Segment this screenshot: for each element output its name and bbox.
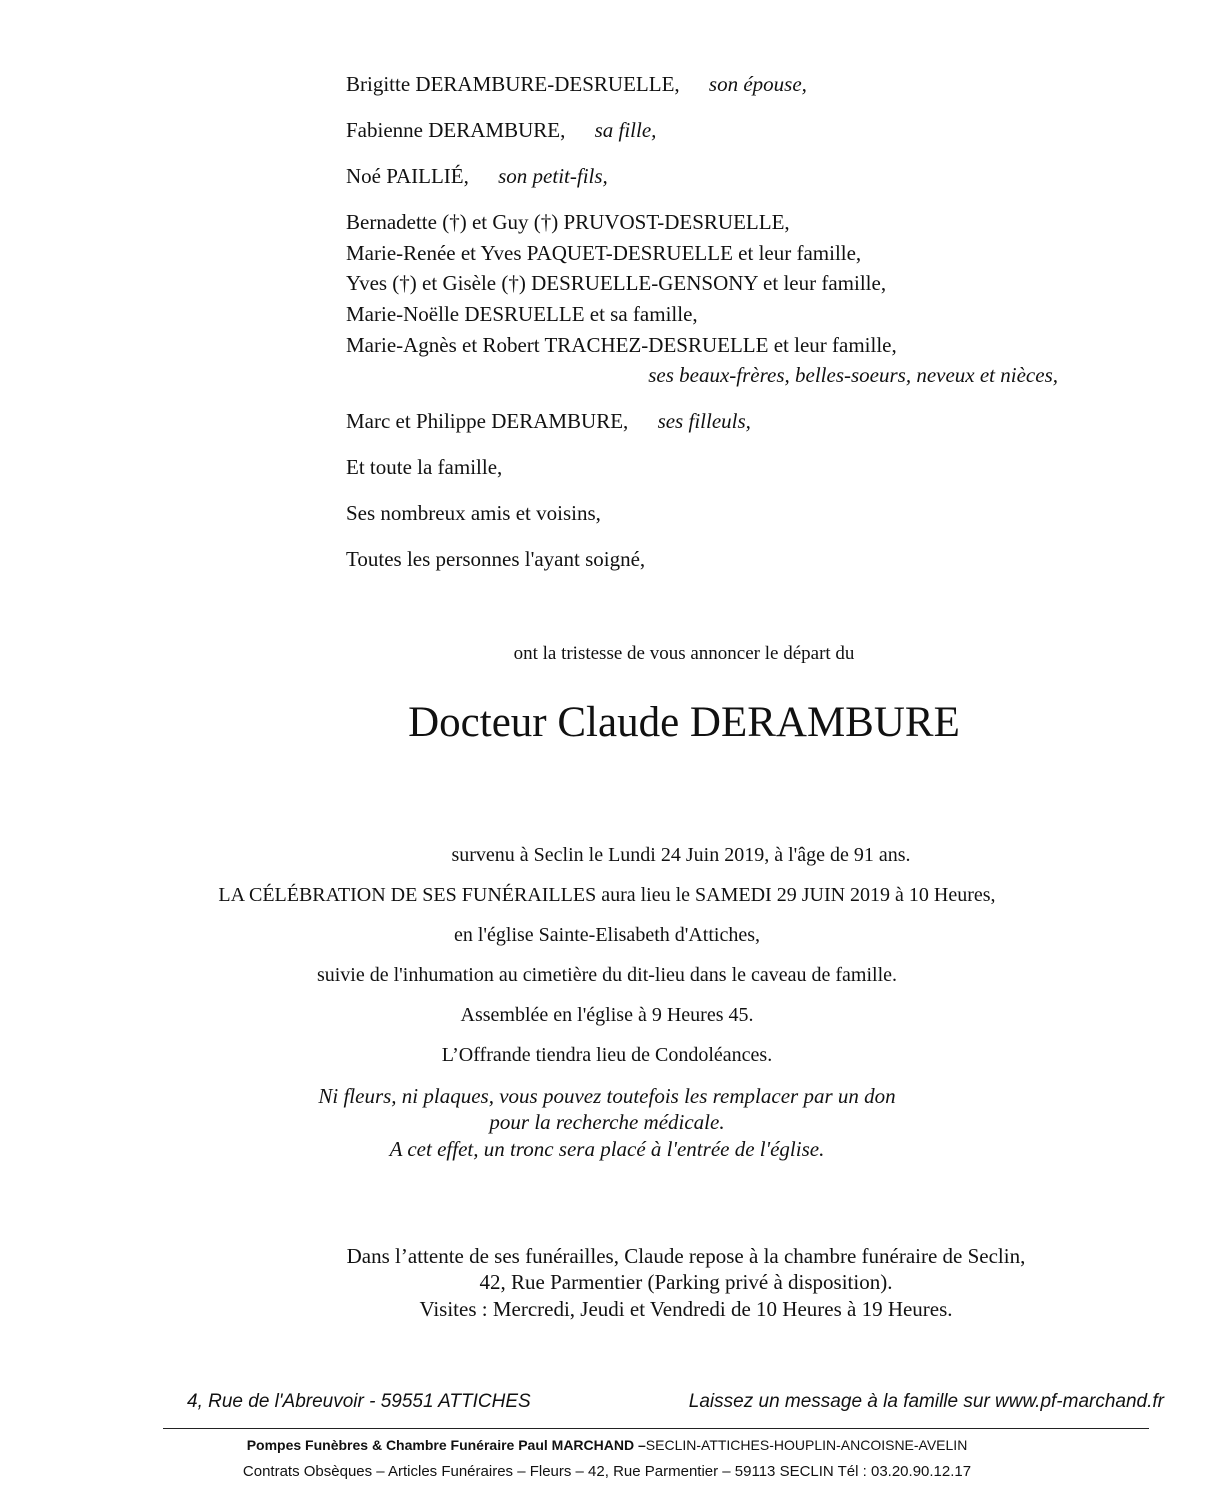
- daughter-line: [346, 118, 656, 143]
- announcement: ont la tristesse de vous annoncer le départ du: [513, 643, 855, 664]
- footer-company-name: Pompes Funèbres & Chambre Funéraire Paul MARCHAND –: [246, 1437, 646, 1453]
- detail-line: LA CÉLÉBRATION DE SES FUNÉRAILLES aura lieu le SAMEDI 29 JUIN 2019 à 10 Heures,: [218, 884, 996, 906]
- donation-line: A cet effet, un tronc sera placé à l'entrée de l'église.: [389, 1137, 825, 1161]
- other-mourners-line: Et toute la famille,: [346, 455, 503, 479]
- other-mourners-line: Toutes les personnes l'ayant soigné,: [346, 547, 646, 571]
- in-law-line: Marie-Noëlle DESRUELLE et sa famille,: [346, 302, 698, 326]
- detail-line: suivie de l'inhumation au cimetière du dit-lieu dans le caveau de famille.: [316, 964, 898, 986]
- grandson-name: Noé PAILLIÉ,: [346, 164, 469, 188]
- rest-line: Dans l’attente de ses funérailles, Claude repose à la chambre funéraire de Seclin,: [346, 1244, 1026, 1268]
- donation-line: Ni fleurs, ni plaques, vous pouvez toutefois les remplacer par un don: [318, 1084, 896, 1108]
- donation-line: pour la recherche médicale.: [489, 1110, 725, 1134]
- grandson-relation: son petit-fils,: [498, 164, 608, 188]
- other-mourners-line: Ses nombreux amis et voisins,: [346, 501, 601, 525]
- footer-divider: [163, 1428, 1149, 1429]
- godsons-line: [346, 409, 751, 434]
- footer-services: Contrats Obsèques – Articles Funéraires – Fleurs – 42, Rue Parmentier – 59113 SECLIN Tél : 03.20.90.12.17: [242, 1463, 972, 1480]
- in-law-line: Yves (†) et Gisèle (†) DESRUELLE-GENSONY et leur famille,: [346, 271, 887, 295]
- rest-line: 42, Rue Parmentier (Parking privé à disposition).: [479, 1270, 893, 1294]
- deceased-name: Docteur Claude DERAMBURE: [408, 699, 960, 746]
- detail-line: survenu à Seclin le Lundi 24 Juin 2019, à l'âge de 91 ans.: [451, 844, 911, 866]
- godsons-relation: ses filleuls,: [657, 409, 751, 433]
- footer-address: 4, Rue de l'Abreuvoir - 59551 ATTICHES: [187, 1391, 531, 1412]
- in-law-line: Bernadette (†) et Guy (†) PRUVOST-DESRUELLE,: [346, 210, 790, 234]
- spouse-line: [346, 72, 807, 97]
- daughter-name: Fabienne DERAMBURE,: [346, 118, 566, 142]
- godsons-name: Marc et Philippe DERAMBURE,: [346, 409, 629, 433]
- footer-company: [0, 1437, 1214, 1453]
- spouse-name: Brigitte DERAMBURE-DESRUELLE,: [346, 72, 680, 96]
- rest-line: Visites : Mercredi, Jeudi et Vendredi de 10 Heures à 19 Heures.: [419, 1297, 953, 1321]
- detail-line: L’Offrande tiendra lieu de Condoléances.: [441, 1044, 773, 1066]
- footer-company-towns: SECLIN-ATTICHES-HOUPLIN-ANCOISNE-AVELIN: [645, 1437, 968, 1453]
- detail-line: Assemblée en l'église à 9 Heures 45.: [460, 1004, 754, 1026]
- grandson-line: [346, 164, 608, 189]
- spouse-relation: son épouse,: [708, 72, 807, 96]
- in-law-line: Marie-Renée et Yves PAQUET-DESRUELLE et leur famille,: [346, 241, 862, 265]
- detail-line: en l'église Sainte-Elisabeth d'Attiches,: [453, 924, 760, 946]
- in-law-line: Marie-Agnès et Robert TRACHEZ-DESRUELLE et leur famille,: [346, 333, 897, 357]
- footer-message: Laissez un message à la famille sur www.pf-marchand.fr: [688, 1391, 1164, 1412]
- in-laws-relation: ses beaux-frères, belles-soeurs, neveux et nièces,: [648, 363, 1058, 387]
- daughter-relation: sa fille,: [594, 118, 657, 142]
